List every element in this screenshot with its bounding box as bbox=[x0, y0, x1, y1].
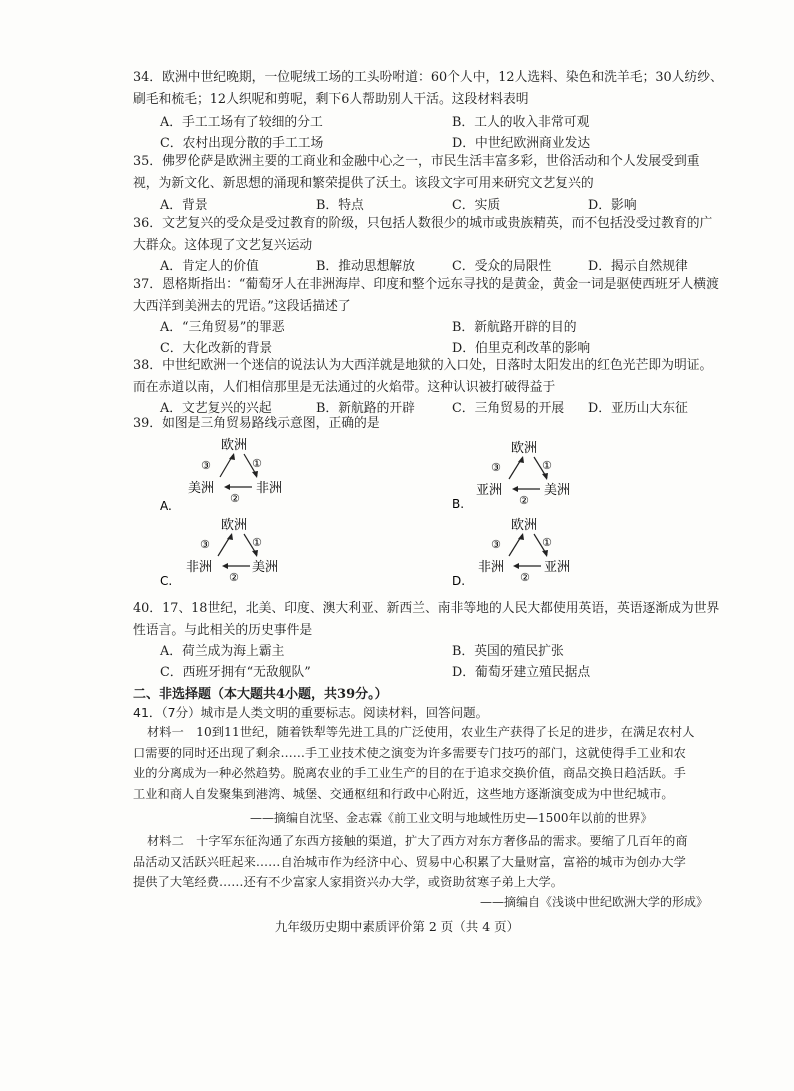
mark-3: ③ bbox=[491, 538, 501, 551]
q35-option-c: C．实质 bbox=[452, 198, 501, 213]
question-40 bbox=[133, 598, 723, 641]
mark-1: ① bbox=[542, 459, 552, 472]
material-2: 材料二 十字军东征沟通了东西方接触的渠道，扩大了西方对东方奢侈品的需求。要缩了几百年的商品活动又活跃兴旺起来……自治城市作为经济中心、贸易中心积累了大量财富，富裕的城市为创办大学提供了大笔经费……还有不少富家人家捐资兴办大学，或资助贫寒子弟上大学。 bbox=[133, 834, 688, 890]
diagram-b-right-label: 美洲 bbox=[544, 483, 571, 498]
diagram-b-left-label: 亚洲 bbox=[476, 483, 503, 498]
question-38-stem: 38．中世纪欧洲一个迷信的说法认为大西洋就是地狱的入口处，日落时太阳发出的红色光芒即为明证。而在赤道以南，人们相信那里是无法通过的火焰带。这种认识被打破得益于 bbox=[133, 358, 713, 395]
question-34 bbox=[133, 67, 723, 110]
diagram-d-top-label: 欧洲 bbox=[511, 518, 538, 533]
q38-option-b: B．新航路的开辟 bbox=[316, 401, 415, 416]
mark-1: ① bbox=[252, 536, 262, 549]
q34-option-a: A．手工工场有了较细的分工 bbox=[160, 115, 323, 130]
q38-option-d: D．亚历山大东征 bbox=[588, 401, 688, 416]
diagram-b-letter: B. bbox=[452, 497, 465, 511]
q35-option-b: B．特点 bbox=[316, 198, 364, 213]
question-39-stem: 39．如图是三角贸易路线示意图，正确的是 bbox=[133, 416, 380, 431]
arrow-1-head bbox=[252, 471, 258, 478]
arrow-2-head bbox=[224, 484, 230, 490]
mark-1: ① bbox=[252, 457, 262, 470]
question-35 bbox=[133, 151, 723, 194]
mark-1: ① bbox=[542, 536, 552, 549]
arrow-1-head bbox=[542, 473, 548, 480]
diagram-b-top-label: 欧洲 bbox=[511, 441, 538, 456]
q40-option-b: B．英国的殖民扩张 bbox=[452, 644, 564, 659]
mark-3: ③ bbox=[491, 461, 501, 474]
section-heading: 二、非选择题（本大题共4小题，共39分。） bbox=[133, 687, 388, 702]
triangle-trade-diagram-d bbox=[452, 513, 592, 593]
arrow-3-head bbox=[227, 533, 233, 540]
q37-option-a: A．“三角贸易”的罪恶 bbox=[160, 320, 285, 335]
mark-2: ② bbox=[520, 571, 530, 584]
q38-option-a: A．文艺复兴的兴起 bbox=[160, 401, 272, 416]
diagram-a-letter: A. bbox=[160, 499, 172, 512]
question-35-stem: 35．佛罗伦萨是欧洲主要的工商业和金融中心之一，市民生活丰富多彩，世俗活动和个人发展受到重视，为新文化、新思想的涌现和繁荣提供了沃土。该段文字可用来研究文艺复兴的 bbox=[133, 154, 700, 191]
diagram-d bbox=[452, 513, 592, 593]
arrow-3-head bbox=[518, 456, 524, 463]
diagram-a bbox=[160, 432, 300, 512]
q36-option-c: C．受众的局限性 bbox=[452, 259, 552, 274]
q40-option-c: C．西班牙拥有“无敌舰队” bbox=[160, 665, 311, 680]
question-34-stem: 34．欧洲中世纪晚期，一位呢绒工场的工头吩咐道：60个人中，12人选料、染色和洗羊毛；30人纺纱、刷毛和梳毛；12人织呢和剪呢，剩下6人帮助别人干活。这段材料表明 bbox=[133, 70, 723, 107]
mark-3: ③ bbox=[200, 538, 210, 551]
triangle-trade-diagram-b bbox=[452, 436, 592, 516]
arrow-2-head bbox=[222, 563, 228, 569]
mark-3: ③ bbox=[201, 459, 211, 472]
diagram-c-top-label: 欧洲 bbox=[221, 518, 248, 533]
diagram-c bbox=[160, 513, 300, 593]
question-36 bbox=[133, 213, 723, 256]
q35-option-a: A．背景 bbox=[160, 198, 208, 213]
material-2-citation: ——摘编自《浅谈中世纪欧洲大学的形成》 bbox=[480, 895, 709, 909]
diagram-a-right-label: 非洲 bbox=[256, 481, 283, 496]
page-footer: 九年级历史期中素质评价第 2 页（共 4 页） bbox=[274, 919, 520, 934]
mark-2: ② bbox=[230, 492, 240, 505]
arrow-1-head bbox=[252, 550, 258, 557]
q37-option-d: D．伯里克利改革的影响 bbox=[452, 341, 591, 356]
diagram-b bbox=[452, 436, 592, 516]
diagram-a-top-label: 欧洲 bbox=[221, 438, 248, 453]
diagram-d-right-label: 亚洲 bbox=[544, 560, 571, 575]
material-1-citation: ——摘编自沈坚、金志霖《前工业文明与地域性历史—1500年以前的世界》 bbox=[250, 811, 653, 825]
q37-option-b: B．新航路开辟的目的 bbox=[452, 320, 577, 335]
q37-option-c: C．大化改新的背景 bbox=[160, 341, 273, 356]
question-38 bbox=[133, 355, 723, 398]
q34-option-b: B．工人的收入非常可观 bbox=[452, 115, 590, 130]
question-37 bbox=[133, 274, 723, 317]
q38-option-c: C．三角贸易的开展 bbox=[452, 401, 565, 416]
arrow-2-head bbox=[512, 486, 518, 492]
arrow-2-head bbox=[513, 563, 519, 569]
q34-option-d: D．中世纪欧洲商业发达 bbox=[452, 136, 591, 151]
question-41-stem: 41．（7分）城市是人类文明的重要标志。阅读材料，回答问题。 bbox=[133, 705, 489, 720]
diagram-c-right-label: 美洲 bbox=[252, 560, 279, 575]
q40-option-a: A．荷兰成为海上霸主 bbox=[160, 644, 285, 659]
diagram-d-letter: D. bbox=[452, 574, 466, 588]
q40-option-d: D．葡萄牙建立殖民据点 bbox=[452, 665, 591, 680]
mark-2: ② bbox=[519, 494, 529, 507]
arrow-3-head bbox=[229, 453, 235, 460]
q36-option-a: A．肯定人的价值 bbox=[160, 259, 259, 274]
mark-2: ② bbox=[229, 571, 239, 584]
q35-option-d: D．影响 bbox=[588, 198, 637, 213]
q36-option-b: B．推动思想解放 bbox=[316, 259, 415, 274]
question-36-stem: 36．文艺复兴的受众是受过教育的阶级，只包括人数很少的城市或贵族精英，而不包括没受过教育的广大群众。这体现了文艺复兴运动 bbox=[133, 216, 713, 253]
question-40-stem: 40．17、18世纪，北美、印度、澳大利亚、新西兰、南非等地的人民大都使用英语，英语逐渐成为世界性语言。与此相关的历史事件是 bbox=[133, 601, 720, 638]
q34-option-c: C．农村出现分散的手工工场 bbox=[160, 136, 324, 151]
triangle-trade-diagram-a bbox=[160, 432, 300, 512]
material-1: 材料一 10到11世纪，随着铁犁等先进工具的广泛使用，农业生产获得了长足的进步，在满足农村人口需要的同时还出现了剩余……手工业技术使之演变为许多需要专门技巧的部门，这就使得手工业和农业的分离成为一种必然趋势。脱离农业的手工业生产的目的在于追求交换价值，商品交换日趋活跃。手工业和商人自发聚集到港湾、城堡、交通枢纽和行政中心附近，这些地方逐渐演变成为中世纪城市。 bbox=[133, 725, 695, 801]
arrow-1-head bbox=[542, 550, 548, 557]
diagram-c-left-label: 非洲 bbox=[186, 560, 213, 575]
triangle-trade-diagram-c bbox=[160, 513, 300, 593]
arrow-3-head bbox=[518, 533, 524, 540]
q36-option-d: D．揭示自然规律 bbox=[588, 259, 688, 274]
diagram-c-letter: C. bbox=[160, 574, 173, 588]
question-37-stem: 37．恩格斯指出：“葡萄牙人在非洲海岸、印度和整个远东寻找的是黄金，黄金一词是驱使西班牙人横渡大西洋到美洲去的咒语。”这段话描述了 bbox=[133, 277, 719, 314]
diagram-a-left-label: 美洲 bbox=[188, 481, 215, 496]
diagram-d-left-label: 非洲 bbox=[478, 560, 505, 575]
